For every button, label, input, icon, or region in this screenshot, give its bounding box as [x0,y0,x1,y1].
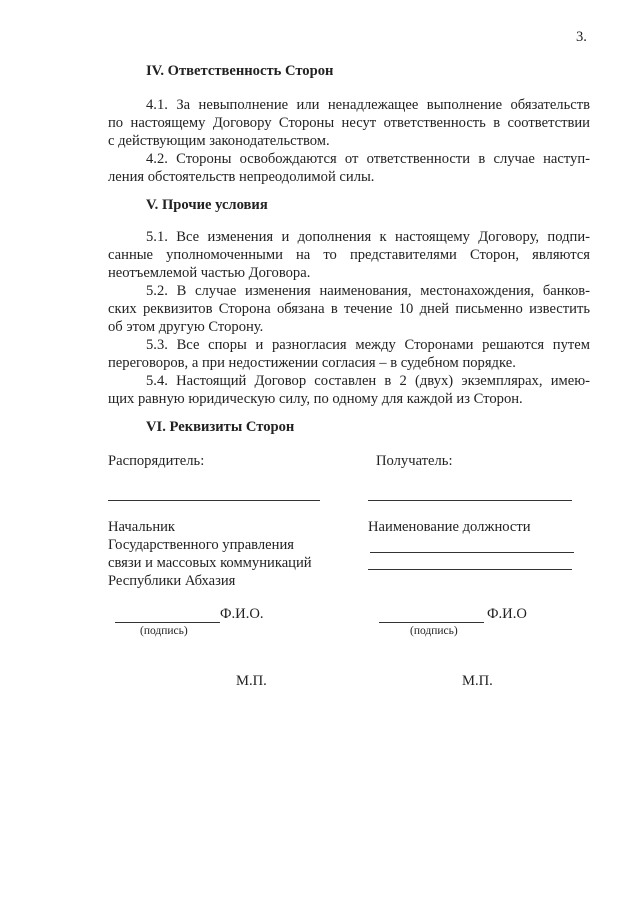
clause-5-1-line: неотъемлемой частью Договора. [108,265,311,281]
issuer-label: Распорядитель: [108,453,205,469]
recipient-signature-caption: (подпись) [410,625,458,637]
recipient-fio: Ф.И.О [487,606,527,622]
issuer-position-line: Начальник [108,519,176,535]
issuer-fio: Ф.И.О. [220,606,264,622]
clause-5-4-line: щих равную юридическую силу, по одному для каждой из Сторон. [108,391,523,407]
section-5-title: V. Прочие условия [146,197,268,213]
issuer-position-line: Государственного управления [108,537,294,553]
issuer-position-line: связи и массовых коммуникаций [108,555,312,571]
clause-4-1-line: по настоящему Договору Стороны несут ответственность в соответствии [108,115,590,131]
clause-4-1-line: с действующим законодательством. [108,133,330,149]
issuer-signature-caption: (подпись) [140,625,188,637]
clause-5-2-line: 5.2. В случае изменения наименования, местонахождения, банков- [146,283,590,299]
clause-5-2-line: об этом другую Сторону. [108,319,264,335]
clause-5-3-line: переговоров, а при недостижении согласия – в судебном порядке. [108,355,516,371]
issuer-position-line: Республики Абхазия [108,573,236,589]
clause-4-1-line: 4.1. За невыполнение или ненадлежащее выполнение обязательств [146,97,590,113]
recipient-blank-line [370,552,574,553]
clause-5-1-line: 5.1. Все изменения и дополнения к настоящему Договору, подпи- [146,229,590,245]
section-4-title: IV. Ответственность Сторон [146,63,334,79]
issuer-blank-line [108,500,320,501]
issuer-stamp: М.П. [236,673,267,689]
page-number: 3. [576,29,587,45]
recipient-position: Наименование должности [368,519,531,535]
clause-5-3-line: 5.3. Все споры и разногласия между Сторонами решаются путем [146,337,590,353]
clause-4-2-line: 4.2. Стороны освобождаются от ответственности в случае наступ- [146,151,590,167]
recipient-blank-line [368,500,572,501]
section-6-title: VI. Реквизиты Сторон [146,419,295,435]
recipient-stamp: М.П. [462,673,493,689]
recipient-label: Получатель: [376,453,453,469]
clause-4-2-line: ления обстоятельств непреодолимой силы. [108,169,375,185]
clause-5-1-line: санные уполномоченными на то представителями Сторон, являются [108,247,590,263]
clause-5-2-line: ских реквизитов Сторона обязана в течение 10 дней письменно известить [108,301,590,317]
clause-5-4-line: 5.4. Настоящий Договор составлен в 2 (двух) экземплярах, имею- [146,373,590,389]
recipient-blank-line [368,569,572,570]
